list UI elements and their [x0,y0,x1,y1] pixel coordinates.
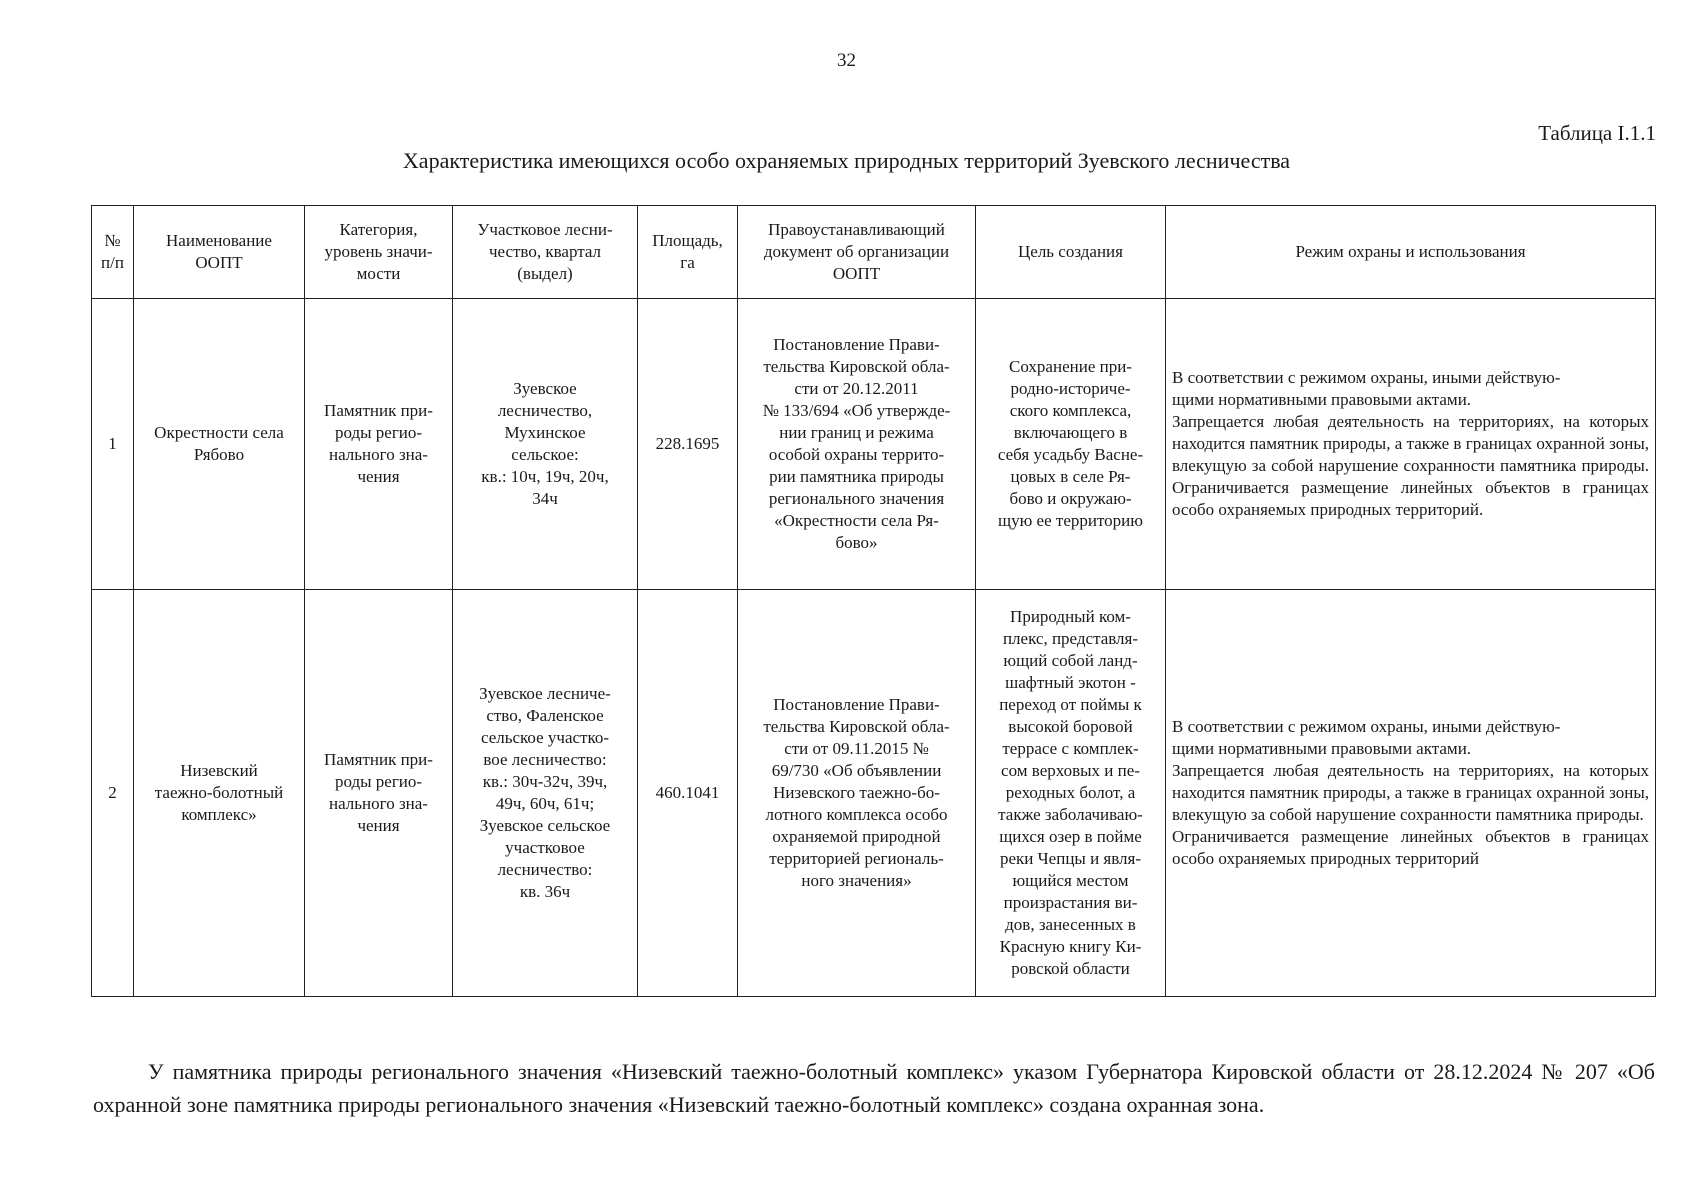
cell-area: 460.1041 [638,590,738,997]
header-document: Правоустанавливающий документ об организации ООПТ [738,206,976,299]
cell-category: Памятник при- роды регио- нального зна- чения [305,299,453,590]
table-caption: Таблица I.1.1 [1538,121,1656,145]
cell-purpose: Сохранение при- родно-историче- ского комплекса, включающего в себя усадьбу Васне- цовых в селе Ря- бово и окружаю- щую ее территорию [976,299,1166,590]
cell-purpose: Природный ком- плекс, представля- ющий собой ланд- шафтный экотон - переход от поймы к высокой боровой террасе с комплек- сом верховых и пе- реходных болот, а также заболачиваю- щихся озер в пойме реки Чепцы и явля- ющийся местом произрастания ви- дов, занесенных в Красную книгу Ки- ровской области [976,590,1166,997]
cell-num: 1 [92,299,134,590]
cell-num: 2 [92,590,134,997]
cell-area: 228.1695 [638,299,738,590]
cell-category: Памятник при- роды регио- нального зна- чения [305,590,453,997]
page-number: 32 [837,50,856,71]
cell-regime: В соответствии с режимом охраны, иными действую- щими нормативными правовыми актами. Запрещается любая деятельность на территориях, на которых находится памятник природы, а также в границах охранной зоны, влекущую за собой нарушение сохранности памятника природы. Ограничивается размещение линейных объектов в границах особо охраняемых природных территорий. [1166,299,1656,590]
cell-document: Постановление Прави- тельства Кировской обла- сти от 09.11.2015 № 69/730 «Об объявлении Низевского таежно-бо- лотного комплекса особо охраняемой природной территорией региональ- ного значения» [738,590,976,997]
cell-document: Постановление Прави- тельства Кировской обла- сти от 20.12.2011 № 133/694 «Об утвержде- нии границ и режима особой охраны террито- рии памятника природы регионального значения «Окрестности села Ря- бово» [738,299,976,590]
header-regime: Режим охраны и использования [1166,206,1656,299]
header-num: № п/п [92,206,134,299]
header-purpose: Цель создания [976,206,1166,299]
table-header-row [92,206,1656,299]
header-area: Площадь, га [638,206,738,299]
header-name: Наименование ООПТ [134,206,305,299]
cell-location: Зуевское лесниче- ство, Фаленское сельское участко- вое лесничество: кв.: 30ч-32ч, 39ч, 49ч, 60ч, 61ч; Зуевское сельское участковое лесничество: кв. 36ч [453,590,638,997]
table-title: Характеристика имеющихся особо охраняемых природных территорий Зуевского лесничества [402,148,1291,173]
oopt-table [91,205,1656,997]
cell-name: Окрестности села Рябово [134,299,305,590]
footnote-paragraph: У памятника природы регионального значения «Низевский таежно-болотный комплекс» указом Губернатора Кировской области от 28.12.2024 № 207 «Об охранной зоне памятника природы регионального значения «Низевский таежно-болотный комплекс» создана охранная зона. [93,1059,1655,1117]
cell-location: Зуевское лесничество, Мухинское сельское: кв.: 10ч, 19ч, 20ч, 34ч [453,299,638,590]
header-location: Участковое лесни- чество, квартал (выдел) [453,206,638,299]
table-row [92,590,1656,997]
header-category: Категория, уровень значи- мости [305,206,453,299]
cell-name: Низевский таежно-болотный комплекс» [134,590,305,997]
table-row [92,299,1656,590]
cell-regime: В соответствии с режимом охраны, иными действую- щими нормативными правовыми актами. Запрещается любая деятельность на территориях, на которых находится памятник природы, а также в границах охранной зоны, влекущую за собой нарушение сохранности памятника природы. Ограничивается размещение линейных объектов в границах особо охраняемых природных территорий [1166,590,1656,997]
